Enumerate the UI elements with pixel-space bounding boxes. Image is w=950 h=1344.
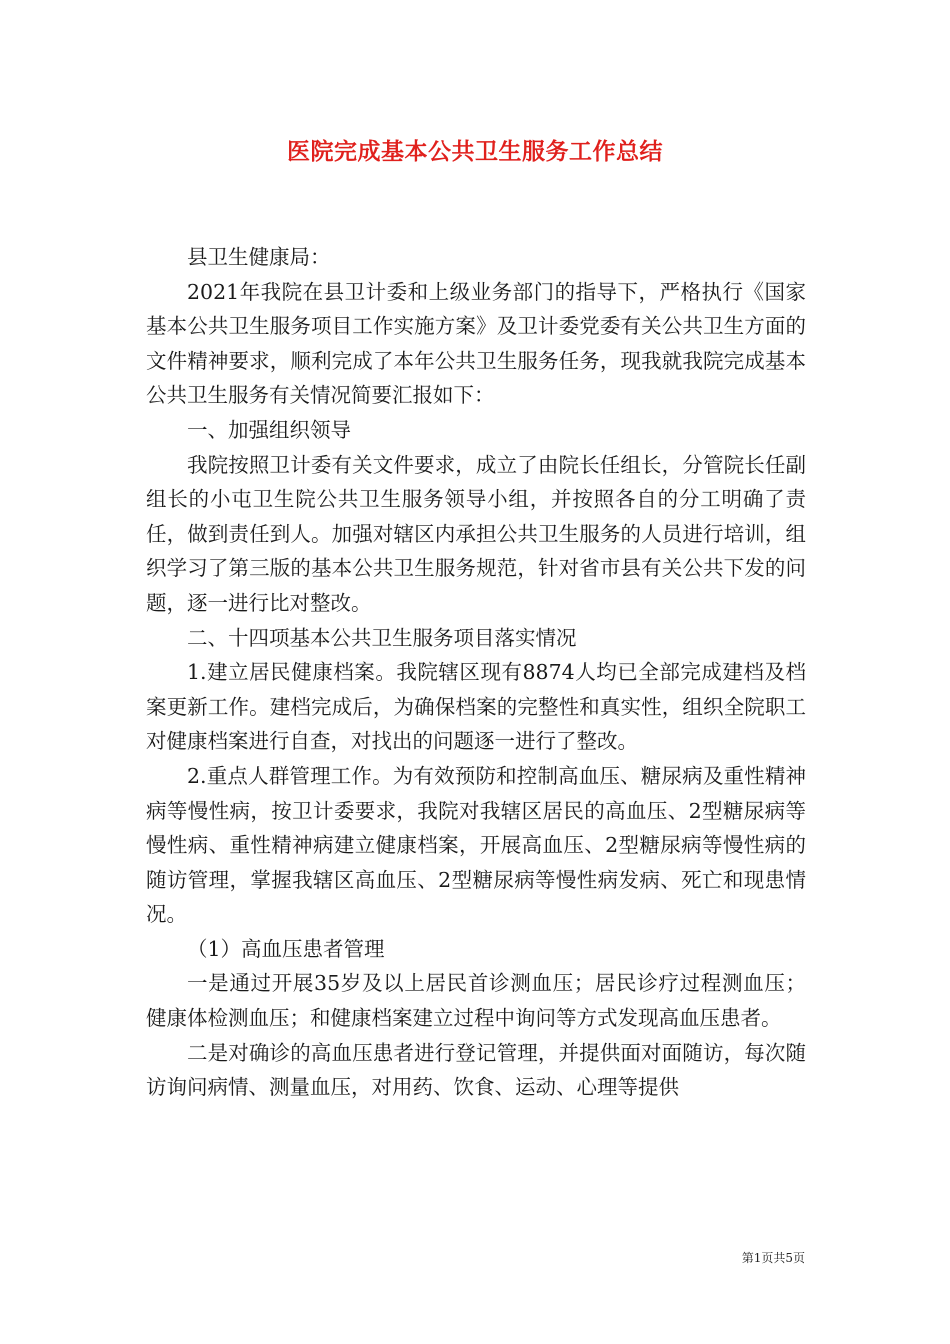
page-number: 第1页共5页	[741, 1251, 805, 1265]
subheading-hypertension: （1）高血压患者管理	[187, 936, 385, 961]
section-heading-1: 一、加强组织领导	[187, 417, 351, 442]
paragraph-intro: 2021年我院在县卫计委和上级业务部门的指导下，严格执行《国家基本公共卫生服务项目工作实施方案》及卫计委党委有关公共卫生方面的文件精神要求，顺利完成了本年公共卫生服务任务，现我就我院完成基本公共卫生服务有关情况简要汇报如下：	[146, 279, 806, 408]
paragraph-organization: 我院按照卫计委有关文件要求，成立了由院长任组长，分管院长任副组长的小屯卫生院公共卫生服务领导小组，并按照各自的分工明确了责任，做到责任到人。加强对辖区内承担公共卫生服务的人员进行培训，组织学习了第三版的基本公共卫生服务规范，针对省市县有关公共下发的问题，逐一进行比对整改。	[146, 452, 806, 615]
section-heading-2: 二、十四项基本公共卫生服务项目落实情况	[187, 625, 577, 650]
paragraph-health-records: 1.建立居民健康档案。我院辖区现有8874人均已全部完成建档及档案更新工作。建档完成后，为确保档案的完整性和真实性，组织全院职工对健康档案进行自查，对找出的问题逐一进行了整改。	[146, 660, 806, 754]
document-body	[146, 240, 806, 1105]
salutation: 县卫生健康局：	[187, 245, 331, 269]
paragraph-key-groups: 2.重点人群管理工作。为有效预防和控制高血压、糖尿病及重性精神病等慢性病，按卫计委要求，我院对我辖区居民的高血压、2型糖尿病等慢性病、重性精神病建立健康档案，开展高血压、2型糖尿病等慢性病的随访管理，掌握我辖区高血压、2型糖尿病等慢性病发病、死亡和现患情况。	[146, 763, 806, 927]
paragraph-hypertension-2: 二是对确诊的高血压患者进行登记管理，并提供面对面随访，每次随访询问病情、测量血压，对用药、饮食、运动、心理等提供	[146, 1040, 806, 1100]
document-title: 医院完成基本公共卫生服务工作总结	[287, 138, 663, 165]
paragraph-hypertension-1: 一是通过开展35岁及以上居民首诊测血压；居民诊疗过程测血压；健康体检测血压；和健康档案建立过程中询问等方式发现高血压患者。	[146, 971, 806, 1031]
